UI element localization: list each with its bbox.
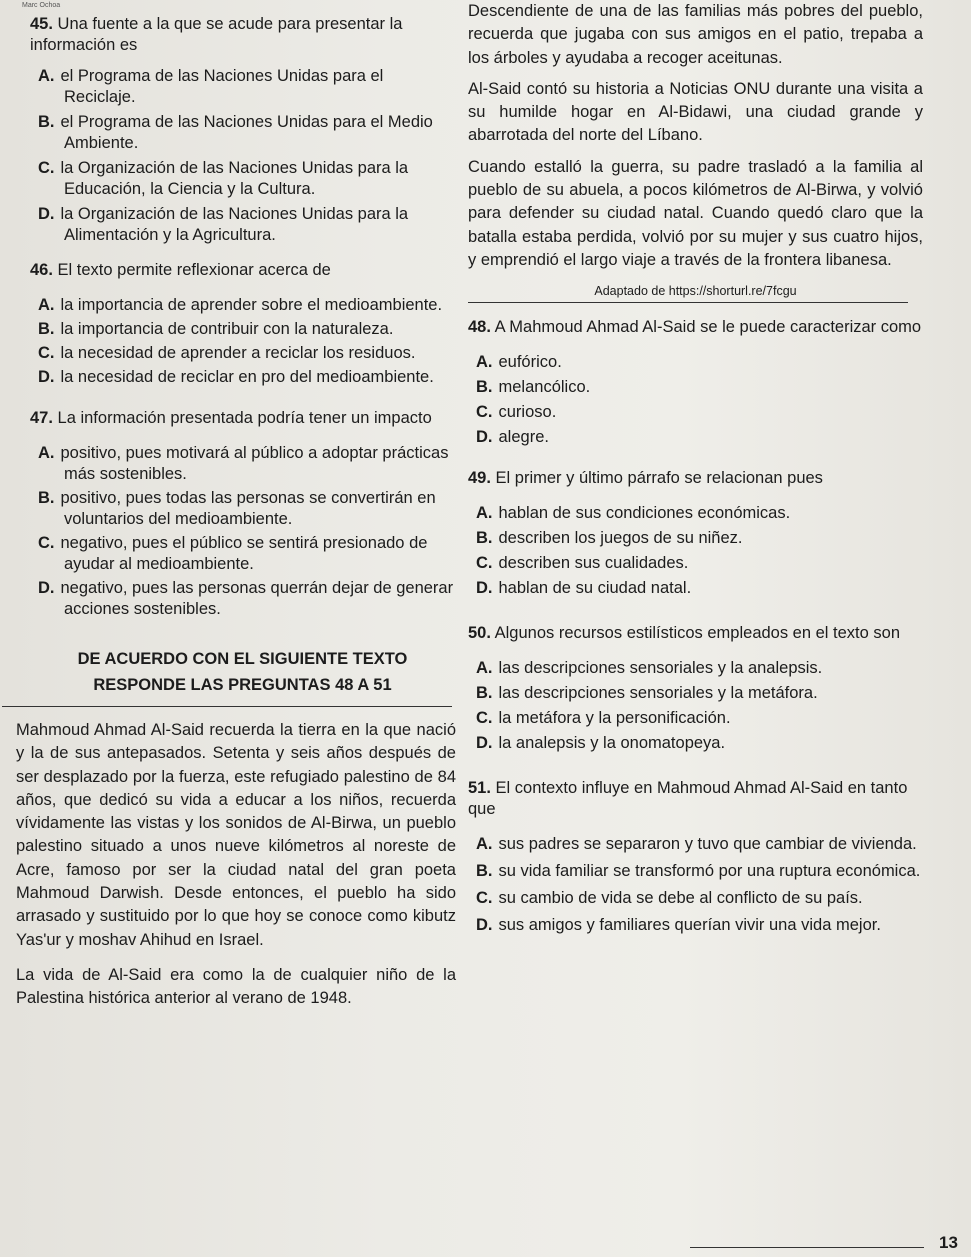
header-mark: Marc Ochoa	[22, 2, 61, 9]
option-d[interactable]: D. alegre.	[476, 428, 549, 447]
reading-paragraph-2: La vida de Al-Said era como la de cualquier niño de la Palestina histórica anterior al verano de 1948.	[16, 965, 456, 1008]
question-number: 46.	[30, 261, 53, 279]
section-heading-line-2: RESPONDE LAS PREGUNTAS 48 A 51	[93, 676, 392, 694]
footer-rule	[690, 1247, 924, 1248]
option-a[interactable]: A. eufórico.	[476, 353, 562, 372]
option-d[interactable]: D. la analepsis y la onomatopeya.	[476, 734, 726, 753]
option-b[interactable]: B. la importancia de contribuir con la naturaleza.	[38, 320, 394, 338]
source-citation: Adaptado de https://shorturl.re/7fcgu	[594, 284, 797, 299]
option-a[interactable]: A. hablan de sus condiciones económicas.	[476, 504, 791, 523]
option-b[interactable]: B. el Programa de las Naciones Unidas para el Medio Ambiente.	[38, 113, 433, 152]
question-text: A Mahmoud Ahmad Al-Said se le puede caracterizar como	[494, 318, 922, 337]
option-a[interactable]: A. positivo, pues motivará al público a adoptar prácticas más sostenibles.	[38, 444, 449, 483]
question-stem	[30, 408, 455, 429]
option-d[interactable]: D. negativo, pues las personas querrán dejar de generar acciones sostenibles.	[38, 579, 454, 618]
option-a[interactable]: A. el Programa de las Naciones Unidas para el Reciclaje.	[38, 67, 384, 106]
question-50	[468, 623, 923, 754]
question-number: 47.	[30, 409, 53, 427]
question-stem	[468, 468, 923, 489]
option-a[interactable]: A. sus padres se separaron y tuvo que cambiar de vivienda.	[476, 835, 917, 854]
question-text: La información presentada podría tener un impacto	[57, 409, 432, 427]
option-c[interactable]: C. la necesidad de aprender a reciclar los residuos.	[38, 344, 416, 362]
section-divider	[2, 706, 452, 707]
question-text: Algunos recursos estilísticos empleados en el texto son	[494, 624, 901, 643]
option-b[interactable]: B. positivo, pues todas las personas se convertirán en voluntarios del medioambiente.	[38, 489, 436, 528]
question-text: Una fuente a la que se acude para presentar la información es	[30, 15, 403, 54]
question-number: 49.	[468, 469, 491, 488]
option-b[interactable]: B. su vida familiar se transformó por una ruptura económica.	[476, 862, 921, 881]
reading-paragraph-5: Cuando estalló la guerra, su padre trasladó a la familia al pueblo de su abuela, a pocos kilómetros de Al-Birwa, y volvió para defender su ciudad natal. Cuando quedó claro que la batalla estaba perdida, volvió por su mujer y sus cuatro hijos, y emprendió el largo viaje a través de la frontera libanesa.	[468, 157, 923, 269]
option-c[interactable]: C. la metáfora y la personificación.	[476, 709, 731, 728]
question-51	[468, 778, 923, 936]
option-c[interactable]: C. curioso.	[476, 403, 557, 422]
question-text: El texto permite reflexionar acerca de	[57, 261, 331, 279]
question-stem	[468, 623, 923, 644]
question-number: 45.	[30, 15, 53, 33]
page-number: 13	[939, 1233, 958, 1252]
reading-continuation	[468, 0, 923, 303]
question-text: El contexto influye en Mahmoud Ahmad Al-Said en tanto que	[468, 779, 908, 819]
question-number: 51.	[468, 779, 491, 798]
option-a[interactable]: A. la importancia de aprender sobre el medioambiente.	[38, 296, 443, 314]
question-46	[30, 260, 455, 388]
reading-text	[16, 719, 456, 1011]
reading-paragraph-4: Al-Said contó su historia a Noticias ONU durante una visita a su humilde hogar en Al-Bidawi, una ciudad grande y abarrotada del norte del Líbano.	[468, 79, 923, 145]
option-b[interactable]: B. las descripciones sensoriales y la metáfora.	[476, 684, 818, 703]
option-c[interactable]: C. negativo, pues el público se sentirá presionado de ayudar al medioambiente.	[38, 534, 428, 573]
option-b[interactable]: B. melancólico.	[476, 378, 591, 397]
question-number: 48.	[468, 318, 491, 337]
section-heading-line-1: DE ACUERDO CON EL SIGUIENTE TEXTO	[77, 650, 408, 668]
option-a[interactable]: A. las descripciones sensoriales y la analepsis.	[476, 659, 823, 678]
reading-section-heading	[30, 646, 455, 707]
option-d[interactable]: D. la necesidad de reciclar en pro del medioambiente.	[38, 368, 434, 386]
source-divider	[468, 302, 908, 303]
option-c[interactable]: C. describen sus cualidades.	[476, 554, 689, 573]
question-48	[468, 317, 923, 448]
question-stem	[30, 260, 455, 281]
question-47	[30, 408, 455, 620]
question-number: 50.	[468, 624, 491, 643]
question-stem	[468, 778, 923, 820]
option-b[interactable]: B. describen los juegos de su niñez.	[476, 529, 743, 548]
option-d[interactable]: D. hablan de su ciudad natal.	[476, 579, 692, 598]
question-text: El primer y último párrafo se relacionan pues	[495, 469, 823, 488]
reading-paragraph-3: Descendiente de una de las familias más pobres del pueblo, recuerda que jugaba con sus amigos en el patio, trepaba a los árboles y ayudaba a recoger aceitunas.	[468, 2, 923, 67]
question-stem	[468, 317, 923, 338]
option-d[interactable]: D. sus amigos y familiares querían vivir una vida mejor.	[476, 916, 881, 935]
right-column	[468, 0, 923, 936]
question-45	[30, 14, 455, 246]
left-column	[16, 14, 456, 1011]
option-c[interactable]: C. su cambio de vida se debe al conflicto de su país.	[476, 889, 863, 908]
question-49	[468, 468, 923, 599]
question-stem	[30, 14, 455, 56]
option-c[interactable]: C. la Organización de las Naciones Unidas para la Educación, la Ciencia y la Cultura.	[38, 159, 409, 198]
option-d[interactable]: D. la Organización de las Naciones Unidas para la Alimentación y la Agricultura.	[38, 205, 409, 244]
reading-paragraph-1: Mahmoud Ahmad Al-Said recuerda la tierra en la que nació y la de sus antepasados. Setenta y seis años después de ser desplazado por la fuerza, este refugiado palestino de 84 años, que dedicó su vida a educar a los niños, recuerda vívidamente las vistas y los sonidos de Al-Birwa, un pueblo palestino situado a unos nueve kilómetros al noreste de Acre, famoso por ser la ciudad natal del gran poeta Mahmoud Darwish. Desde entonces, el pueblo ha sido arrasado y sustituido por lo que hoy se conoce como kibutz Yas'ur y moshav Ahihud en Israel.	[16, 721, 456, 949]
